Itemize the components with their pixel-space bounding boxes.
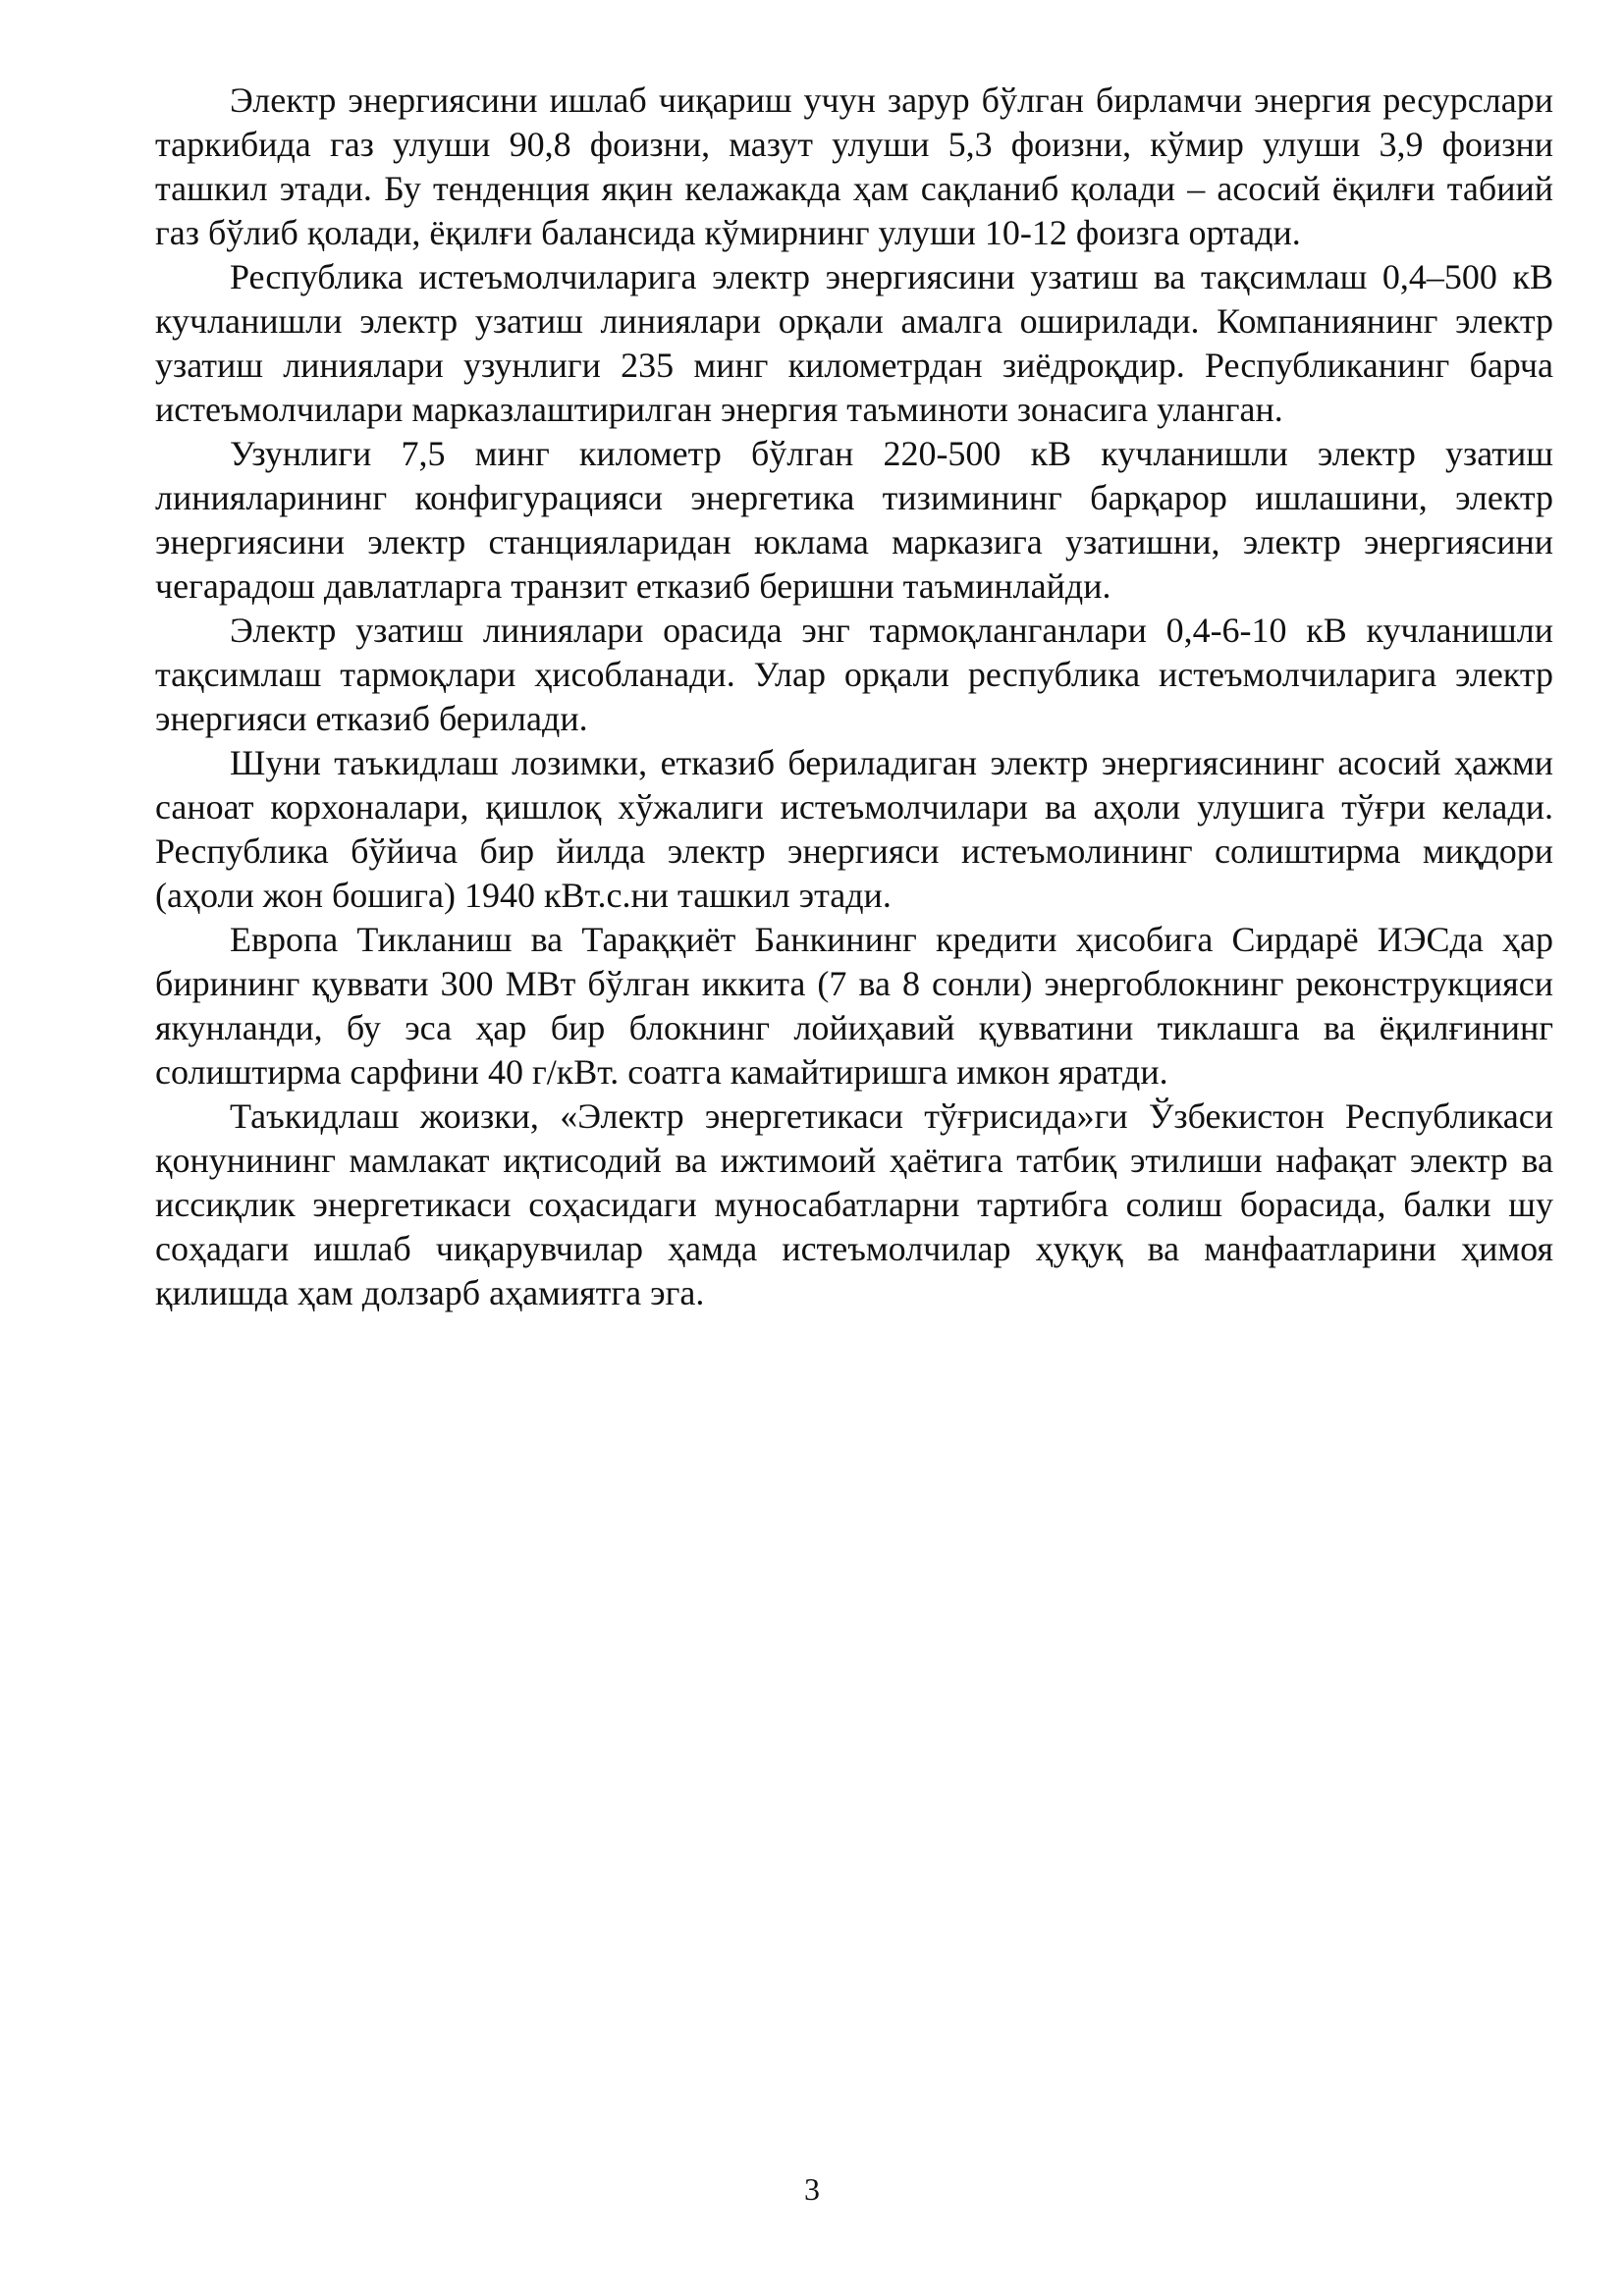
paragraph-4: Электр узатиш линиялари орасида энг тармоқланганлари 0,4-6-10 кВ кучланишли тақсимлаш тармоқлари ҳисобланади. Улар орқали республика истеъмолчиларига электр энергияси етказиб берилади.: [155, 611, 1553, 738]
paragraph-5: Шуни таъкидлаш лозимки, етказиб бериладиган электр энергиясининг асосий ҳажми саноат корхоналари, қишлоқ хўжалиги истеъмолчилари ва аҳоли улушига тўғри келади. Республика бўйича бир йилда электр энергияси истеъмолининг солиштирма миқдори (аҳоли жон бошига) 1940 кВт.с.ни ташкил этади.: [155, 743, 1553, 915]
paragraph-2: Республика истеъмолчиларига электр энергиясини узатиш ва тақсимлаш 0,4–500 кВ кучланишли электр узатиш линиялари орқали амалга оширилади. Компаниянинг электр узатиш линиялари узунлиги 235 минг километрдан зиёдроқдир. Республиканинг барча истеъмолчилари марказлаштирилган энергия таъминоти зонасига уланган.: [155, 257, 1553, 429]
page-number: 3: [804, 2171, 820, 2207]
body-text: [155, 79, 1553, 1315]
paragraph-1: Электр энергиясини ишлаб чиқариш учун зарур бўлган бирламчи энергия ресурслари таркибида газ улуши 90,8 фоизни, мазут улуши 5,3 фоизни, кўмир улуши 3,9 фоизни ташкил этади. Бу тенденция яқин келажакда ҳам сақланиб қолади – асосий ёқилғи табиий газ бўлиб қолади, ёқилғи балансида кўмирнинг улуши 10-12 фоизга ортади.: [155, 80, 1553, 252]
paragraph-3: Узунлиги 7,5 минг километр бўлган 220-500 кВ кучланишли электр узатиш линияларининг конфигурацияси энергетика тизимининг барқарор ишлашини, электр энергиясини электр станцияларидан юклама марказига узатишни, электр энергиясини чегарадош давлатларга транзит етказиб беришни таъминлайди.: [155, 434, 1553, 606]
paragraph-7: Таъкидлаш жоизки, «Электр энергетикаси тўғрисида»ги Ўзбекистон Республикаси қонунининг мамлакат иқтисодий ва ижтимоий ҳаётига татбиқ этилиши нафақат электр ва иссиқлик энергетикаси соҳасидаги муносабатларни тартибга солиш борасида, балки шу соҳадаги ишлаб чиқарувчилар ҳамда истеъмолчилар ҳуқуқ ва манфаатларини ҳимоя қилишда ҳам долзарб аҳамиятга эга.: [155, 1096, 1553, 1312]
paragraph-6: Европа Тикланиш ва Тараққиёт Банкининг кредити ҳисобига Сирдарё ИЭСда ҳар бирининг қуввати 300 МВт бўлган иккита (7 ва 8 сонли) энергоблокнинг реконструкцияси якунланди, бу эса ҳар бир блокнинг лойиҳавий қувватини тиклашга ва ёқилғининг солиштирма сарфини 40 г/кВт. соатга камайтиришга имкон яратди.: [155, 920, 1553, 1092]
